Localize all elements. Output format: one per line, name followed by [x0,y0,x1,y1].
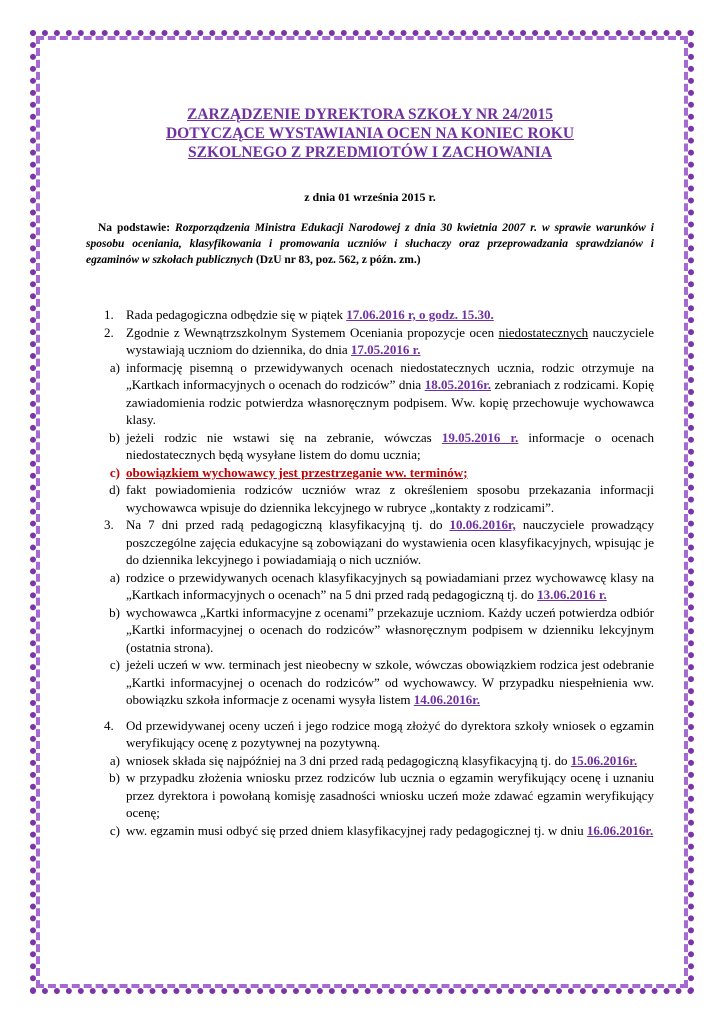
legal-basis-reference: (DzU nr 83, poz. 562, z późn. zm.) [255,254,421,266]
date-highlight: 19.05.2016 r. [441,429,519,445]
sub-list-item: b) wychowawca „Kartki informacyjne z ocenami” przekazuje uczniom. Każdy uczeń potwierdza odbiór „Kartki informacyjnej o ocenach do rodziców” własnoręcznym podpisem w dzienniku lekcyjnym (ostatnia strona). [86,604,654,657]
date-highlight: 13.06.2016 r. [537,587,607,602]
list-number: 1. [104,307,114,322]
sub-list-item: b) jeżeli rodzic nie wstawi się na zebranie, wówczas 19.05.2016 r. informacje o ocenach niedostatecznych będą wysyłane listem do domu ucznia; [86,429,654,464]
document-title [86,105,654,162]
list-number: 3. [104,517,114,532]
date-highlight: 10.06.2016r, [449,517,516,532]
sub-list-letter: a) [109,569,120,585]
sub-list-letter: b) [109,770,120,785]
sub-list-letter: b) [109,604,120,620]
date-highlight: 17.05.2016 r. [350,342,421,357]
sub-list-letter: c) [109,657,120,672]
sub-list-item: c) jeżeli uczeń w ww. terminach jest nieobecny w szkole, wówczas obowiązkiem rodzica jest odebranie „Kartki informacyjnej o ocenach do rodziców” od wychowawcy. W przypadku niespełnienia ww. obowiązku szkoła informacje z ocenami wysyła listem 14.06.2016r. [86,656,654,709]
legal-basis-label: Na podstawie: [98,222,171,234]
date-highlight: 16.06.2016r. [586,822,654,838]
list-item: 2. Zgodnie z Wewnątrzszkolnym Systemem Oceniania propozycje ocen niedostatecznych nauczyciele wystawiają uczniom do dziennika, do dnia 17.05.2016 r. [104,324,654,357]
document-date: z dnia 01 września 2015 r. [304,190,436,204]
sub-list-letter: c) [109,822,120,838]
sub-list-item-warning [86,464,654,482]
sub-list-letter: c) [109,464,120,480]
warning-text: obowiązkiem wychowawcy jest przestrzeganie ww. terminów; [126,464,468,480]
regulation-list [86,306,654,839]
title-line-2: DOTYCZĄCE WYSTAWIANIA OCEN NA KONIEC ROKU [165,125,575,142]
sub-list-item: a) rodzice o przewidywanych ocenach klasyfikacyjnych są powiadamiani przez wychowawcę klasy na „Kartkach informacyjnych o ocenach” na 5 dni przed radą pedagogiczną tj. do 13.06.2016 r. [86,569,654,604]
title-line-3: SZKOLNEGO Z PRZEDMIOTÓW I ZACHOWANIA [187,144,553,161]
sub-list-letter: a) [109,359,120,375]
sub-list-letter: d) [109,482,120,497]
date-highlight: 17.06.2016 r, o godz. 15.30. [346,307,494,322]
sub-list-item: b) w przypadku złożenia wniosku przez rodziców lub ucznia o egzamin weryfikujący ocenę i uznaniu przez dyrektora i powołaną komisję zasadności wniosku uczeń może zdawać egzamin weryfikujący ocenę; [86,769,654,822]
date-highlight: 15.06.2016r. [570,752,638,768]
list-item: 4. Od przewidywanej oceny uczeń i jego rodzice mogą złożyć do dyrektora szkoły wniosek o egzamin weryfikujący ocenę z pozytywnej na pozytywną. [104,717,654,750]
list-number: 4. [104,717,114,733]
sub-list-item: c) ww. egzamin musi odbyć się przed dniem klasyfikacyjnej rady pedagogicznej tj. w dniu 16.06.2016r. [86,822,654,840]
list-item: 1. Rada pedagogiczna odbędzie się w piątek 17.06.2016 r, o godz. 15.30. [104,307,494,322]
legal-basis [86,220,654,268]
date-highlight: 18.05.2016r. [424,377,492,392]
document-content [86,105,654,839]
list-item: 3. Na 7 dni przed radą pedagogiczną klasyfikacyjną tj. do 10.06.2016r, nauczyciele prowadzący poszczególne zajęcia edukacyjne są zobowiązani do wystawienia ocen klasyfikacyjnych, wpisując je do dziennika lekcyjnego i powiadamiają o nich uczniów. [104,517,654,567]
sub-list-letter: b) [109,429,120,445]
list-number: 2. [104,324,114,340]
sub-list-item: a) informację pisemną o przewidywanych ocenach niedostatecznych ucznia, rodzic otrzymuje na „Kartkach informacyjnych o ocenach do rodziców” dnia 18.05.2016r. zebraniach z rodzicami. Kopię zawiadomienia rodzic potwierdza własnoręcznym podpisem. Ww. kopię przechowuje wychowawca klasy. [86,359,654,429]
title-line-1: ZARZĄDZENIE DYREKTORA SZKOŁY NR 24/2015 [186,106,554,123]
sub-list-letter: a) [109,752,120,768]
sub-list-item: a) wniosek składa się najpóźniej na 3 dni przed radą pedagogiczną klasyfikacyjną tj. do 15.06.2016r. [86,752,654,770]
sub-list-item: d) fakt powiadomienia rodziców uczniów wraz z określeniem sposobu przekazania informacji wychowawca wpisuje do dziennika lekcyjnego w rubryce „kontakty z rodzicami”. [86,481,654,516]
legal-basis-document: Rozporządzenia Ministra Edukacji Narodowej z dnia 30 kwietnia 2007 r. w sprawie warunków i sposobu oceniania, klasyfikowania i promowania uczniów i słuchaczy oraz przeprowadzania sprawdzianów i egzaminów w szkołach publicznych [86,222,654,266]
date-highlight: 14.06.2016r. [413,692,481,707]
